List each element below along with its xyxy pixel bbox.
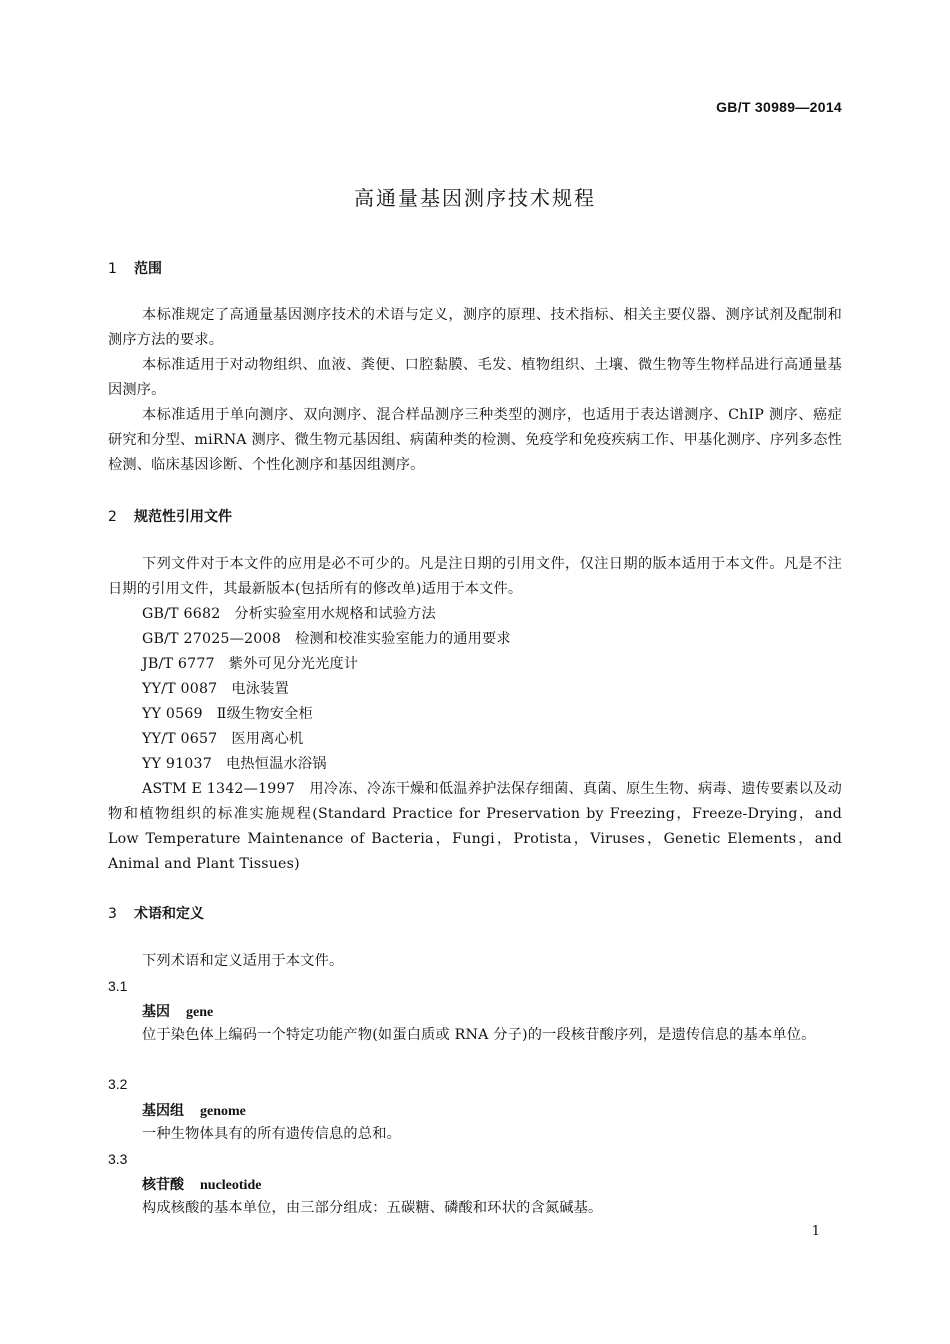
term-definition: 一种生物体具有的所有遗传信息的总和。 <box>142 1126 401 1142</box>
term-en: genome <box>200 1104 246 1119</box>
reference-item <box>142 677 289 702</box>
astm-reference: ASTM E 1342—1997 用冷冻、冷冻干燥和低温养护法保存细菌、真菌、原生生物、病毒、遗传要素以及动物和植物组织的标准实施规程(Standard Practice for Preservation by Freezing，Freeze-Drying，and Low Temperature Maintenance of Bacteria，Fungi，Protista，Viruses，Genetic Elements，and Animal and Plant Tissues) <box>108 781 842 872</box>
reference-item <box>142 652 358 677</box>
reference-item <box>142 727 303 752</box>
clause-number: 3.2 <box>108 1076 128 1092</box>
reference-code: YY 0569 <box>142 706 203 722</box>
reference-item <box>142 752 327 777</box>
normative-intro: 下列文件对于本文件的应用是必不可少的。凡是注日期的引用文件，仅注日期的版本适用于本文件。凡是不注日期的引用文件，其最新版本(包括所有的修改单)适用于本文件。 <box>108 556 842 597</box>
section-number: 2 <box>108 509 117 525</box>
reference-code: JB/T 6777 <box>142 656 215 672</box>
section-heading-scope <box>108 258 162 278</box>
section-title: 术语和定义 <box>134 906 204 922</box>
section-heading-terms <box>108 903 204 923</box>
reference-title: 分析实验室用水规格和试验方法 <box>234 606 436 622</box>
reference-item <box>142 627 511 652</box>
reference-code: YY/T 0087 <box>142 681 218 697</box>
terms-intro: 下列术语和定义适用于本文件。 <box>142 953 344 969</box>
reference-item <box>142 702 313 727</box>
reference-title: Ⅱ级生物安全柜 <box>216 706 313 722</box>
page-number: 1 <box>811 1224 820 1239</box>
clause-number: 3.1 <box>108 978 128 994</box>
section-number: 3 <box>108 906 117 922</box>
term-zh: 基因组 <box>142 1103 184 1119</box>
term-definition: 位于染色体上编码一个特定功能产物(如蛋白质或 RNA 分子)的一段核苷酸序列，是遗传信息的基本单位。 <box>142 1027 816 1043</box>
term-definition: 构成核酸的基本单位，由三部分组成：五碳糖、磷酸和环状的含氮碱基。 <box>142 1200 603 1216</box>
scope-paragraph-2: 本标准适用于对动物组织、血液、粪便、口腔黏膜、毛发、植物组织、土壤、微生物等生物样品进行高通量基因测序。 <box>108 357 842 398</box>
term-en: gene <box>186 1005 214 1020</box>
section-title: 规范性引用文件 <box>134 509 232 525</box>
reference-code: GB/T 6682 <box>142 606 221 622</box>
scope-paragraph-1: 本标准规定了高通量基因测序技术的术语与定义，测序的原理、技术指标、相关主要仪器、测序试剂及配制和测序方法的要求。 <box>108 307 842 348</box>
section-title: 范围 <box>134 261 162 277</box>
reference-title: 检测和校准实验室能力的通用要求 <box>294 631 511 647</box>
clause-number: 3.3 <box>108 1151 128 1167</box>
scope-paragraph-3: 本标准适用于单向测序、双向测序、混合样品测序三种类型的测序，也适用于表达谱测序、ChIP 测序、癌症研究和分型、miRNA 测序、微生物元基因组、病菌种类的检测、免疫学和免疫疾病工作、甲基化测序、序列多态性检测、临床基因诊断、个性化测序和基因组测序。 <box>108 407 842 473</box>
term-zh: 基因 <box>142 1004 170 1020</box>
section-number: 1 <box>108 261 117 277</box>
reference-item <box>142 602 436 627</box>
term-zh: 核苷酸 <box>142 1177 184 1193</box>
document-title: 高通量基因测序技术规程 <box>354 186 596 210</box>
term-heading <box>142 1174 261 1194</box>
reference-code: GB/T 27025—2008 <box>142 631 281 647</box>
standard-code: GB/T 30989—2014 <box>716 99 842 115</box>
reference-title: 医用离心机 <box>231 731 304 747</box>
reference-title: 电热恒温水浴锅 <box>225 756 327 772</box>
reference-title: 电泳装置 <box>231 681 289 697</box>
term-en: nucleotide <box>200 1178 262 1193</box>
section-heading-normative-references <box>108 506 232 526</box>
term-heading <box>142 1100 246 1120</box>
reference-code: YY 91037 <box>142 756 212 772</box>
reference-title: 紫外可见分光光度计 <box>228 656 359 672</box>
reference-code: YY/T 0657 <box>142 731 218 747</box>
term-heading <box>142 1001 213 1021</box>
